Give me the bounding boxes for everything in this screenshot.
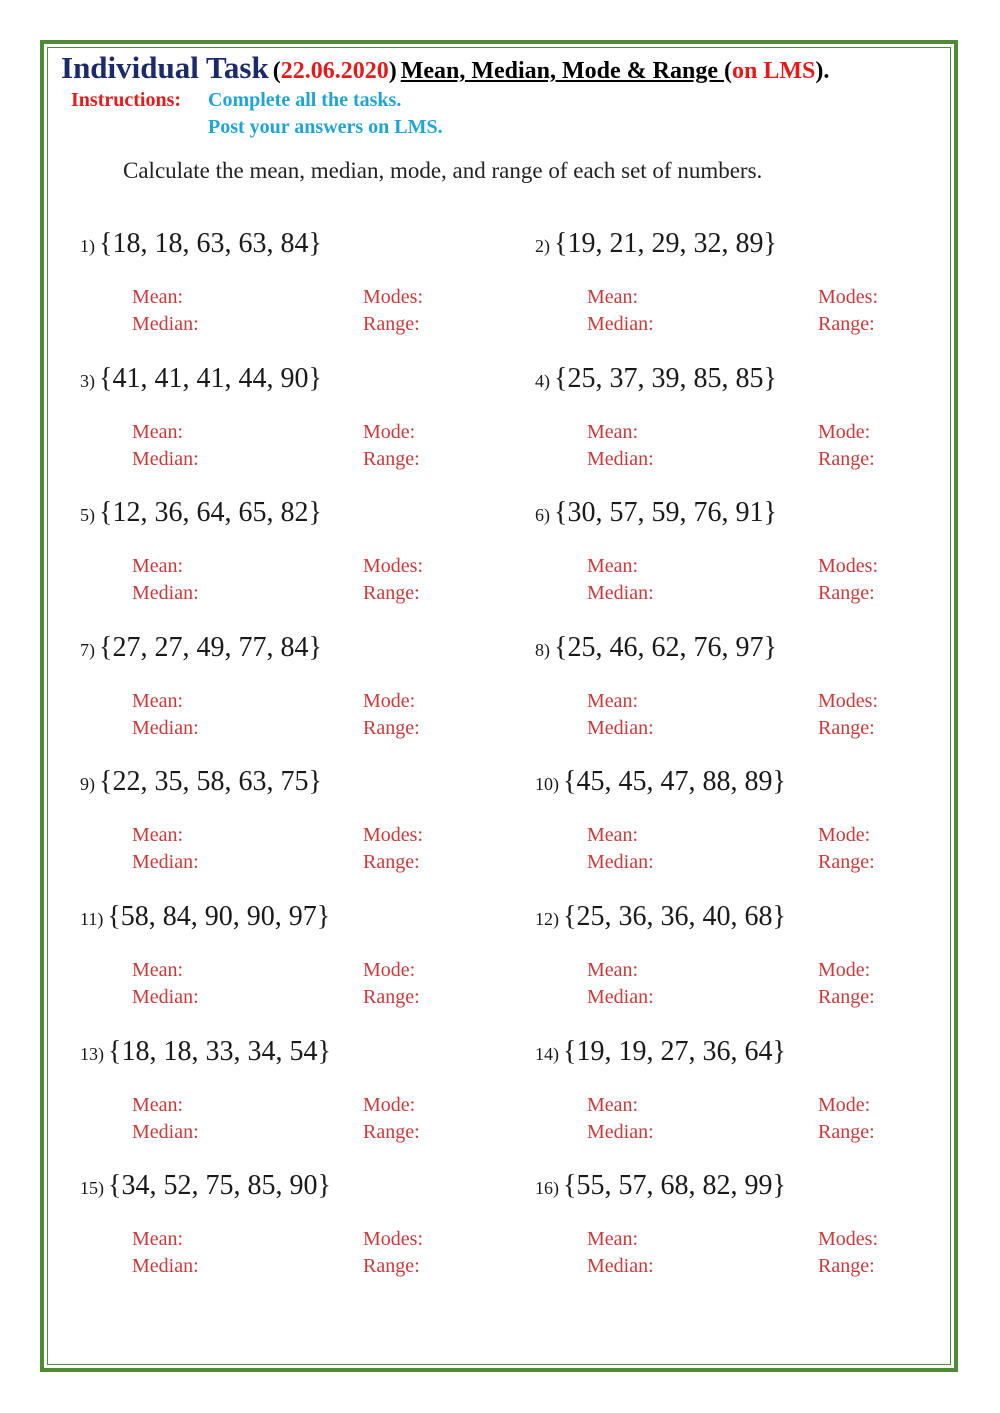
range-label: Range:: [363, 1120, 420, 1143]
median-label: Median:: [587, 986, 654, 1008]
problem-number-set: [80, 363, 322, 395]
mean-label: Mean:: [132, 689, 184, 712]
median-label: Median:: [587, 716, 654, 739]
problem-7: [80, 632, 500, 752]
problem-number: 6): [535, 505, 550, 526]
header-lms-open: (: [724, 58, 732, 84]
range-label: Range:: [818, 716, 875, 739]
number-set: {25, 37, 39, 85, 85}: [554, 362, 777, 394]
median-label: Median:: [587, 447, 654, 470]
instructions-line-2: Post your answers on LMS.: [208, 116, 443, 138]
problem-16: [535, 1170, 955, 1290]
mean-label: Mean:: [132, 1228, 184, 1251]
problem-number: 13): [80, 1043, 104, 1064]
number-set: {27, 27, 49, 77, 84}: [99, 631, 322, 663]
mean-label: Mean:: [587, 1093, 639, 1116]
range-label: Range:: [363, 986, 420, 1008]
problem-13: [80, 1036, 500, 1156]
median-label: Median:: [587, 1255, 654, 1278]
mean-label: Mean:: [587, 420, 639, 443]
problem-number: 11): [80, 909, 104, 929]
problem-1: [80, 228, 500, 348]
number-set: {45, 45, 47, 88, 89}: [563, 766, 786, 798]
problem-number: 3): [80, 370, 95, 391]
range-label: Range:: [818, 1120, 875, 1143]
number-set: {30, 57, 59, 76, 91}: [554, 497, 777, 529]
problem-number: 7): [80, 639, 95, 660]
range-label: Range:: [363, 716, 420, 739]
worksheet-header: [61, 50, 829, 86]
instructions-label: Instructions:: [71, 89, 182, 111]
mode-label: Modes:: [818, 689, 878, 712]
problem-number-set: [535, 632, 777, 664]
header-lms-close: ).: [815, 58, 830, 84]
problem-3: [80, 363, 500, 483]
problem-number: 8): [535, 639, 550, 660]
mean-label: Mean:: [587, 286, 639, 308]
median-label: Median:: [587, 313, 654, 335]
median-label: Median:: [132, 582, 199, 605]
problem-number: 5): [80, 505, 95, 526]
number-set: {25, 36, 36, 40, 68}: [563, 901, 786, 932]
median-label: Median:: [132, 313, 199, 335]
header-lms: on LMS: [732, 58, 816, 84]
problem-number: 1): [80, 236, 95, 256]
mode-label: Modes:: [818, 1228, 878, 1251]
median-label: Median:: [132, 447, 199, 470]
problem-number-set: [535, 497, 777, 529]
problem-number-set: [80, 632, 322, 664]
problem-number-set: [80, 1036, 331, 1068]
problem-number-set: [80, 901, 330, 933]
mode-label: Mode:: [363, 959, 416, 981]
header-open-paren: (: [272, 58, 281, 84]
problem-number: 10): [535, 774, 559, 795]
problem-number: 9): [80, 774, 95, 795]
header-topic: Mean, Median, Mode & Range: [400, 58, 724, 84]
mode-label: Modes:: [818, 286, 878, 308]
problem-number-set: [80, 1170, 331, 1202]
mode-label: Modes:: [363, 1228, 423, 1251]
number-set: {18, 18, 33, 34, 54}: [108, 1035, 331, 1067]
mode-label: Mode:: [818, 959, 871, 981]
median-label: Median:: [587, 851, 654, 874]
number-set: {55, 57, 68, 82, 99}: [563, 1170, 786, 1202]
mean-label: Mean:: [587, 824, 639, 847]
mode-label: Modes:: [363, 555, 423, 578]
mean-label: Mean:: [132, 555, 184, 578]
mode-label: Mode:: [818, 420, 871, 443]
mode-label: Mode:: [363, 1093, 416, 1116]
problem-number-set: [80, 766, 322, 798]
header-title: Individual Task: [61, 50, 269, 85]
number-set: {19, 21, 29, 32, 89}: [554, 228, 777, 259]
problem-number: 15): [80, 1178, 104, 1199]
range-label: Range:: [363, 447, 420, 470]
problem-number-set: [535, 363, 777, 395]
number-set: {22, 35, 58, 63, 75}: [99, 766, 322, 798]
problem-10: [535, 766, 955, 886]
problem-14: [535, 1036, 955, 1156]
problem-4: [535, 363, 955, 483]
range-label: Range:: [818, 986, 875, 1008]
problem-number: 12): [535, 909, 559, 929]
mode-label: Modes:: [363, 286, 423, 308]
mode-label: Mode:: [818, 1093, 871, 1116]
range-label: Range:: [363, 1255, 420, 1278]
median-label: Median:: [587, 1120, 654, 1143]
range-label: Range:: [818, 1255, 875, 1278]
problem-5: [80, 497, 500, 617]
range-label: Range:: [818, 851, 875, 874]
problem-8: [535, 632, 955, 752]
problem-number-set: [535, 1036, 786, 1068]
mode-label: Mode:: [363, 420, 416, 443]
mean-label: Mean:: [132, 420, 184, 443]
problem-number-set: [80, 497, 322, 529]
problem-number: 14): [535, 1043, 559, 1064]
range-label: Range:: [818, 313, 875, 335]
task-prompt: Calculate the mean, median, mode, and range of each set of numbers.: [123, 158, 763, 183]
header-close-paren: ): [388, 58, 397, 84]
median-label: Median:: [132, 1255, 199, 1278]
mode-label: Modes:: [818, 555, 878, 578]
problem-6: [535, 497, 955, 617]
problem-number-set: [80, 228, 322, 260]
mean-label: Mean:: [587, 689, 639, 712]
mean-label: Mean:: [587, 555, 639, 578]
problem-number-set: [535, 228, 777, 260]
median-label: Median:: [587, 582, 654, 605]
mean-label: Mean:: [587, 1228, 639, 1251]
number-set: {12, 36, 64, 65, 82}: [99, 497, 322, 529]
median-label: Median:: [132, 986, 199, 1008]
mode-label: Mode:: [818, 824, 871, 847]
range-label: Range:: [363, 313, 420, 335]
number-set: {58, 84, 90, 90, 97}: [107, 901, 331, 932]
range-label: Range:: [818, 447, 875, 470]
problem-number: 4): [535, 370, 550, 391]
median-label: Median:: [132, 1120, 199, 1143]
problem-number-set: [535, 901, 786, 933]
problem-number: 16): [535, 1178, 559, 1199]
problem-2: [535, 228, 955, 348]
number-set: {34, 52, 75, 85, 90}: [108, 1170, 331, 1202]
mean-label: Mean:: [587, 959, 639, 981]
header-date: 22.06.2020: [280, 58, 389, 84]
number-set: {25, 46, 62, 76, 97}: [554, 631, 777, 663]
number-set: {41, 41, 41, 44, 90}: [99, 362, 322, 394]
problem-number: 2): [535, 236, 550, 256]
problem-12: [535, 901, 955, 1021]
mean-label: Mean:: [132, 959, 184, 981]
median-label: Median:: [132, 716, 199, 739]
instructions-line-1: Complete all the tasks.: [208, 89, 402, 111]
mean-label: Mean:: [132, 1093, 184, 1116]
problem-number-set: [535, 766, 786, 798]
range-label: Range:: [363, 582, 420, 605]
mean-label: Mean:: [132, 286, 184, 308]
problem-9: [80, 766, 500, 886]
range-label: Range:: [363, 851, 420, 874]
number-set: {18, 18, 63, 63, 84}: [99, 228, 322, 259]
problem-11: [80, 901, 500, 1021]
number-set: {19, 19, 27, 36, 64}: [563, 1035, 786, 1067]
mode-label: Mode:: [363, 689, 416, 712]
problem-number-set: [535, 1170, 786, 1202]
problem-15: [80, 1170, 500, 1290]
range-label: Range:: [818, 582, 875, 605]
mean-label: Mean:: [132, 824, 184, 847]
mode-label: Modes:: [363, 824, 423, 847]
median-label: Median:: [132, 851, 199, 874]
